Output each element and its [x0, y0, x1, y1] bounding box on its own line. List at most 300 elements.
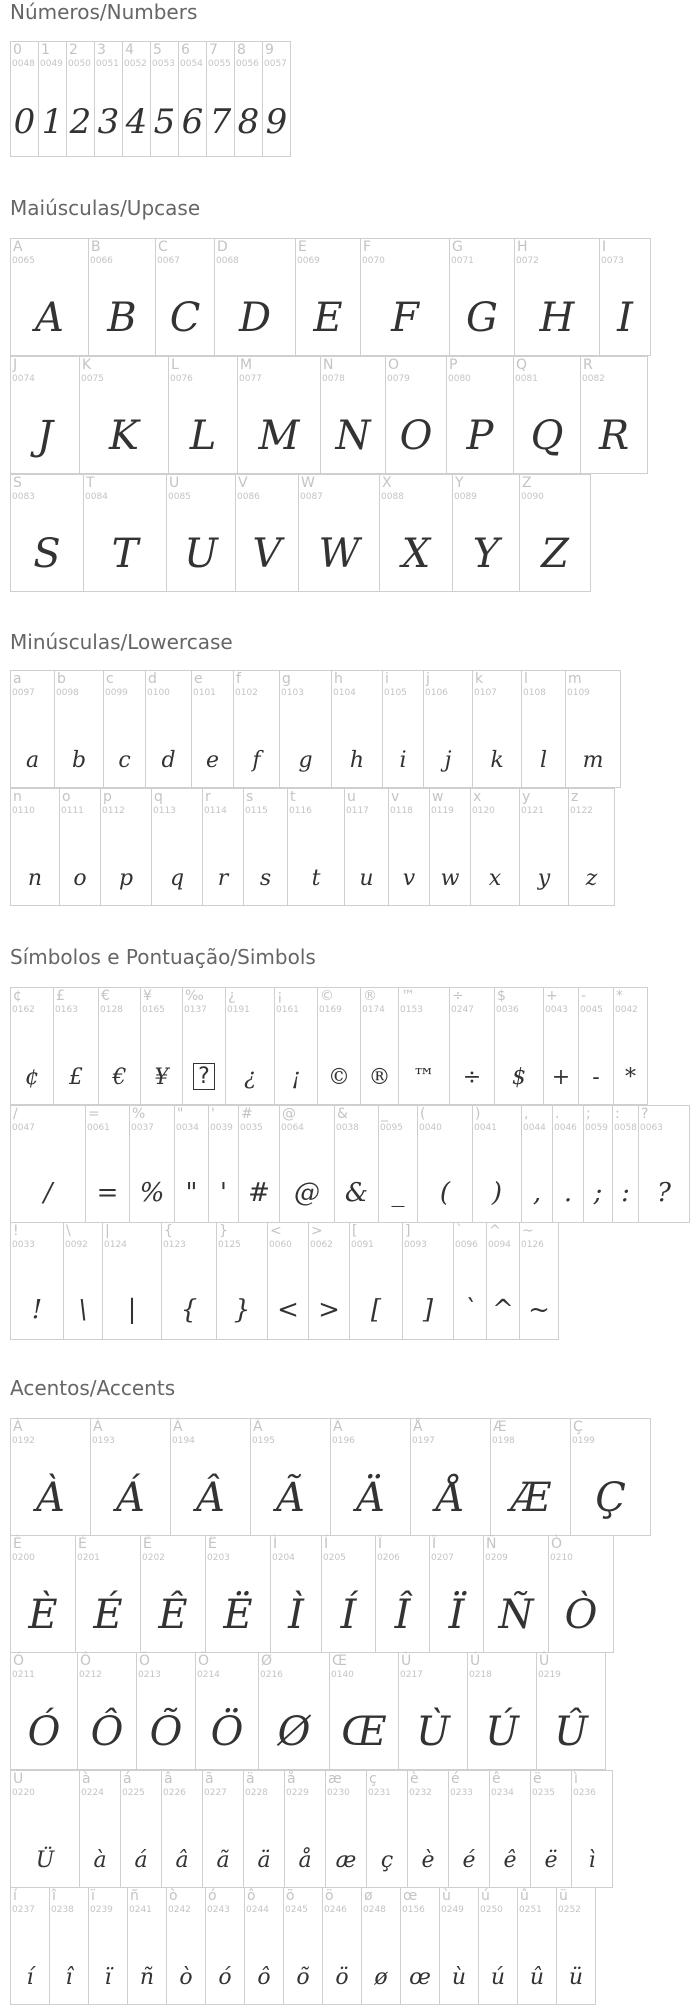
glyph-code-label: 0052: [124, 59, 147, 69]
glyph-character-label: Â: [173, 1419, 183, 1435]
glyph-cell-0035: [238, 1105, 280, 1223]
glyph-code-label: 0225: [122, 1788, 145, 1798]
glyph-character-label: ä: [246, 1771, 255, 1787]
glyph-sample: Z: [541, 531, 569, 577]
glyph-sample: _: [391, 1178, 405, 1208]
glyph-character-label: q: [154, 789, 163, 805]
glyph-sample: q: [169, 866, 185, 891]
glyph-sample: j: [444, 748, 452, 773]
glyph-character-label: s: [246, 789, 254, 805]
glyph-code-label: 0099: [105, 688, 128, 698]
glyph-cell-0211: [10, 1652, 78, 1770]
glyph-code-label: 0073: [601, 256, 624, 266]
glyph-character-label: O: [388, 357, 400, 373]
glyph-code-label: 0074: [12, 374, 35, 384]
glyph-character-label: `: [456, 1223, 463, 1239]
glyph-sample: Ò: [564, 1592, 598, 1638]
glyph-code-label: 0218: [469, 1670, 492, 1680]
glyph-character-label: ^: [489, 1223, 501, 1239]
glyph-sample: G: [466, 295, 498, 341]
glyph-sample: Ì: [288, 1592, 304, 1638]
glyph-character-label: Ø: [261, 1653, 273, 1669]
glyph-cell-0113: [151, 788, 203, 906]
glyph-cell-0070: [360, 238, 450, 356]
glyph-sample: 1: [41, 102, 64, 142]
glyph-character-label: /: [13, 1106, 18, 1122]
glyph-cell-0209: [483, 1535, 549, 1653]
glyph-code-label: 0097: [12, 688, 35, 698]
glyph-code-label: 0174: [362, 1005, 385, 1015]
glyph-code-label: 0236: [573, 1788, 596, 1798]
glyph-character-label: b: [57, 671, 66, 687]
glyph-character-label: 9: [265, 42, 274, 58]
glyph-code-label: 0081: [515, 374, 538, 384]
glyph-character-label: ù: [442, 1888, 451, 1904]
glyph-row: [10, 1770, 613, 1888]
glyph-code-label: 0044: [523, 1123, 546, 1133]
glyph-sample: /: [43, 1178, 53, 1208]
glyph-cell-0128: [98, 987, 141, 1105]
glyph-code-label: 0098: [56, 688, 79, 698]
glyph-sample: [: [370, 1295, 382, 1325]
glyph-code-label: 0118: [390, 806, 413, 816]
glyph-code-label: 0210: [550, 1553, 573, 1563]
glyph-character-label: d: [148, 671, 157, 687]
glyph-cell-0103: [279, 670, 332, 788]
glyph-sample: m: [582, 748, 604, 773]
glyph-sample: ä: [257, 1848, 271, 1873]
glyph-cell-0068: [214, 238, 296, 356]
glyph-character-label: 1: [41, 42, 50, 58]
glyph-sample: z: [585, 866, 598, 891]
glyph-code-label: 0120: [472, 806, 495, 816]
glyph-character-label: ®: [363, 988, 377, 1004]
glyph-character-label: L: [171, 357, 179, 373]
glyph-character-label: z: [571, 789, 579, 805]
glyph-code-label: 0085: [168, 492, 191, 502]
glyph-sample: Î: [394, 1592, 411, 1638]
glyph-character-label: Ì: [273, 1536, 278, 1552]
glyph-character-label: W: [301, 475, 315, 491]
glyph-cell-0082: [580, 356, 648, 474]
glyph-sample: g: [298, 748, 313, 773]
glyph-code-label: 0079: [387, 374, 410, 384]
glyph-code-label: 0230: [327, 1788, 350, 1798]
glyph-character-label: 4: [125, 42, 134, 58]
glyph-sample: l: [539, 748, 548, 773]
glyph-sample: ®: [368, 1065, 391, 1090]
glyph-cell-0218: [467, 1652, 537, 1770]
glyph-sample: Ó: [27, 1709, 61, 1755]
glyph-cell-0245: [283, 1887, 323, 2005]
glyph-cell-0047: [10, 1105, 86, 1223]
glyph-cell-0192: [10, 1418, 91, 1536]
glyph-sample: 2: [69, 102, 92, 142]
glyph-code-label: 0203: [207, 1553, 230, 1563]
glyph-code-label: 0249: [441, 1905, 464, 1915]
glyph-sample: O: [399, 413, 433, 459]
glyph-character-label: Ê: [143, 1536, 152, 1552]
glyph-cell-0104: [331, 670, 383, 788]
glyph-code-label: 0233: [450, 1788, 473, 1798]
glyph-cell-0044: [521, 1105, 553, 1223]
glyph-cell-0040: [417, 1105, 473, 1223]
glyph-character-label: o: [62, 789, 71, 805]
glyph-character-label: &: [337, 1106, 348, 1122]
glyph-cell-0219: [536, 1652, 606, 1770]
glyph-code-label: 0049: [40, 59, 63, 69]
glyph-sample: v: [402, 866, 416, 891]
glyph-sample: B: [107, 295, 137, 341]
glyph-character-label: ¢: [13, 988, 22, 1004]
glyph-character-label: 2: [69, 42, 78, 58]
glyph-cell-0220: [10, 1770, 80, 1888]
glyph-code-label: 0119: [431, 806, 454, 816]
glyph-sample: œ: [409, 1965, 431, 1990]
glyph-code-label: 0069: [297, 256, 320, 266]
glyph-cell-0086: [235, 474, 299, 592]
glyph-sample: è: [421, 1848, 435, 1873]
glyph-sample: :: [621, 1178, 630, 1208]
glyph-sample: À: [36, 1475, 65, 1521]
glyph-sample: |: [127, 1295, 137, 1325]
glyph-row: [10, 987, 648, 1105]
glyph-code-label: 0075: [81, 374, 104, 384]
glyph-sample: \: [78, 1295, 88, 1325]
glyph-character-label: ': [211, 1106, 215, 1122]
glyph-cell-0059: [583, 1105, 613, 1223]
glyph-cell-0036: [494, 987, 544, 1105]
glyph-sample: (: [439, 1178, 451, 1208]
glyph-character-label: ç: [369, 1771, 377, 1787]
glyph-code-label: 0209: [485, 1553, 508, 1563]
glyph-character-label: Ñ: [486, 1536, 497, 1552]
glyph-cell-0043: [543, 987, 579, 1105]
glyph-code-label: 0040: [419, 1123, 442, 1133]
glyph-character-label: 6: [181, 42, 190, 58]
glyph-character-label: }: [219, 1223, 228, 1239]
glyph-row: [10, 474, 591, 592]
glyph-character-label: å: [287, 1771, 296, 1787]
glyph-code-label: 0077: [239, 374, 262, 384]
glyph-code-label: 0126: [521, 1240, 544, 1250]
glyph-cell-0045: [578, 987, 614, 1105]
glyph-character-label: !: [13, 1223, 19, 1239]
glyph-character-label: u: [347, 789, 356, 805]
glyph-code-label: 0056: [236, 59, 259, 69]
glyph-sample: 4: [125, 102, 148, 142]
glyph-character-label: €: [101, 988, 110, 1004]
glyph-sample: Í: [340, 1592, 357, 1638]
glyph-sample: ¢: [25, 1065, 39, 1090]
glyph-cell-0110: [10, 788, 60, 906]
glyph-cell-0066: [88, 238, 156, 356]
glyph-code-label: 0050: [68, 59, 91, 69]
glyph-code-label: 0156: [402, 1905, 425, 1915]
glyph-cell-0163: [53, 987, 99, 1105]
glyph-code-label: 0252: [558, 1905, 581, 1915]
glyph-cell-0107: [472, 670, 522, 788]
glyph-sample: 5: [153, 102, 176, 142]
glyph-sample: å: [298, 1848, 312, 1873]
glyph-cell-0207: [429, 1535, 484, 1653]
glyph-cell-0072: [514, 238, 600, 356]
glyph-cell-0096: [453, 1222, 487, 1340]
glyph-code-label: 0114: [204, 806, 227, 816]
glyph-cell-0212: [77, 1652, 137, 1770]
glyph-cell-0109: [565, 670, 621, 788]
glyph-cell-0226: [161, 1770, 203, 1888]
glyph-character-label: \: [66, 1223, 71, 1239]
glyph-character-label: -: [581, 988, 587, 1004]
glyph-cell-0203: [205, 1535, 271, 1653]
glyph-character-label: y: [522, 789, 531, 805]
glyph-character-label: |: [105, 1223, 110, 1239]
glyph-cell-0061: [85, 1105, 130, 1223]
glyph-sample: Å: [436, 1475, 465, 1521]
glyph-sample: J: [36, 413, 54, 459]
glyph-cell-0073: [599, 238, 651, 356]
glyph-cell-0191: [225, 987, 275, 1105]
glyph-character-label: .: [555, 1106, 560, 1122]
glyph-sample: e: [205, 748, 220, 773]
glyph-code-label: 0078: [322, 374, 345, 384]
glyph-character-label: g: [282, 671, 291, 687]
glyph-character-label: Æ: [493, 1419, 507, 1435]
glyph-sample: ©: [328, 1065, 350, 1090]
glyph-code-label: 0163: [55, 1005, 78, 1015]
glyph-code-label: 0111: [61, 806, 84, 816]
glyph-cell-0037: [129, 1105, 175, 1223]
glyph-sample: ]: [422, 1295, 434, 1325]
glyph-cell-0077: [237, 356, 321, 474]
glyph-sample: $: [512, 1065, 526, 1090]
glyph-code-label: 0204: [272, 1553, 295, 1563]
glyph-sample: ã: [216, 1848, 230, 1873]
glyph-cell-0062: [308, 1222, 350, 1340]
glyph-sample: ': [219, 1178, 228, 1208]
glyph-sample: h: [349, 748, 365, 773]
glyph-character-label: ì: [574, 1771, 578, 1787]
glyph-code-label: 0043: [545, 1005, 568, 1015]
glyph-character-label: Ô: [80, 1653, 92, 1669]
glyph-cell-0169: [317, 987, 361, 1105]
glyph-cell-0238: [49, 1887, 89, 2005]
glyph-code-label: 0239: [90, 1905, 113, 1915]
glyph-code-label: 0093: [404, 1240, 427, 1250]
glyph-sample: E: [313, 295, 343, 341]
glyph-sample: 6: [181, 102, 204, 142]
glyph-cell-0071: [449, 238, 515, 356]
glyph-character-label: X: [382, 475, 392, 491]
glyph-character-label: H: [517, 239, 528, 255]
glyph-row: [10, 238, 651, 356]
glyph-cell-0252: [556, 1887, 596, 2005]
glyph-character-label: ï: [91, 1888, 95, 1904]
glyph-character-label: (: [420, 1106, 426, 1122]
glyph-sample: à: [93, 1848, 107, 1873]
missing-glyph-box-icon: ?: [193, 1063, 215, 1090]
glyph-cell-0051: [94, 41, 123, 157]
glyph-cell-0090: [519, 474, 591, 592]
glyph-cell-0101: [191, 670, 234, 788]
glyph-cell-0247: [449, 987, 495, 1105]
glyph-code-label: 0224: [81, 1788, 104, 1798]
glyph-code-label: 0064: [281, 1123, 304, 1133]
glyph-cell-0118: [388, 788, 430, 906]
glyph-character-label: Å: [413, 1419, 423, 1435]
section-title-mai-sculas-upcase: Maiúsculas/Upcase: [10, 196, 201, 220]
glyph-code-label: 0108: [523, 688, 546, 698]
glyph-cell-0081: [513, 356, 581, 474]
glyph-code-label: 0248: [363, 1905, 386, 1915]
glyph-cell-0125: [216, 1222, 268, 1340]
glyph-sample: ^: [492, 1295, 514, 1325]
glyph-row: [10, 1222, 559, 1340]
glyph-character-label: î: [52, 1888, 56, 1904]
glyph-character-label: Z: [522, 475, 532, 491]
glyph-character-label: x: [473, 789, 482, 805]
glyph-sample: [183, 1063, 225, 1090]
glyph-character-label: A: [13, 239, 23, 255]
glyph-character-label: e: [194, 671, 203, 687]
glyph-row: [10, 1652, 606, 1770]
glyph-code-label: 0048: [12, 59, 35, 69]
glyph-character-label: 8: [237, 42, 246, 58]
glyph-code-label: 0162: [12, 1005, 35, 1015]
glyph-sample: Q: [530, 413, 564, 459]
glyph-code-label: 0110: [12, 806, 35, 816]
glyph-cell-0249: [439, 1887, 479, 2005]
glyph-code-label: 0062: [310, 1240, 333, 1250]
glyph-code-label: 0196: [332, 1436, 355, 1446]
glyph-code-label: 0104: [333, 688, 356, 698]
glyph-sample: W: [318, 531, 360, 577]
glyph-character-label: Û: [539, 1653, 550, 1669]
glyph-code-label: 0106: [425, 688, 448, 698]
glyph-code-label: 0042: [615, 1005, 638, 1015]
glyph-character-label: í: [13, 1888, 17, 1904]
glyph-cell-0038: [334, 1105, 379, 1223]
glyph-code-label: 0205: [323, 1553, 346, 1563]
glyph-sample: s: [259, 866, 272, 891]
glyph-code-label: 0231: [368, 1788, 391, 1798]
glyph-character-label: ?: [641, 1106, 649, 1122]
glyph-code-label: 0213: [138, 1670, 161, 1680]
glyph-sample: €: [112, 1065, 127, 1090]
glyph-character-label: Ë: [208, 1536, 217, 1552]
glyph-code-label: 0047: [12, 1123, 35, 1133]
glyph-cell-0237: [10, 1887, 50, 2005]
glyph-sample: ï: [104, 1965, 112, 1990]
glyph-cell-0122: [568, 788, 615, 906]
glyph-cell-0115: [243, 788, 288, 906]
glyph-sample: Á: [116, 1475, 145, 1521]
glyph-sample: â: [175, 1848, 189, 1873]
glyph-character-label: m: [568, 671, 582, 687]
glyph-cell-0204: [270, 1535, 322, 1653]
glyph-character-label: ÷: [452, 988, 464, 1004]
glyph-sample: î: [65, 1965, 73, 1990]
glyph-character-label: Ú: [470, 1653, 481, 1669]
glyph-sample: 8: [237, 102, 260, 142]
glyph-cell-0064: [279, 1105, 335, 1223]
glyph-cell-0067: [155, 238, 215, 356]
glyph-cell-0233: [448, 1770, 490, 1888]
glyph-sample: 0: [13, 102, 36, 142]
glyph-character-label: C: [158, 239, 168, 255]
glyph-sample: K: [109, 413, 139, 459]
glyph-sample: ñ: [139, 1965, 155, 1990]
glyph-cell-0196: [330, 1418, 411, 1536]
glyph-cell-0121: [519, 788, 569, 906]
glyph-cell-0080: [446, 356, 514, 474]
glyph-cell-0206: [375, 1535, 430, 1653]
glyph-code-label: 0071: [451, 256, 474, 266]
glyph-character-label: ò: [169, 1888, 178, 1904]
glyph-sample: ô: [257, 1965, 271, 1990]
glyph-code-label: 0033: [12, 1240, 35, 1250]
glyph-sample: f: [252, 748, 261, 773]
glyph-character-label: é: [451, 1771, 460, 1787]
glyph-cell-0116: [287, 788, 345, 906]
glyph-character-label: ¥: [143, 988, 152, 1004]
glyph-code-label: 0055: [208, 59, 231, 69]
glyph-cell-0091: [349, 1222, 403, 1340]
glyph-character-label: K: [82, 357, 92, 373]
glyph-character-label: ,: [524, 1106, 529, 1122]
glyph-cell-0069: [295, 238, 361, 356]
glyph-code-label: 0235: [532, 1788, 555, 1798]
glyph-cell-0075: [79, 356, 169, 474]
glyph-sample: ¿: [244, 1065, 256, 1090]
glyph-sample: !: [31, 1295, 43, 1325]
glyph-character-label: U: [169, 475, 180, 491]
glyph-character-label: ‰: [185, 988, 204, 1004]
glyph-code-label: 0191: [227, 1005, 250, 1015]
glyph-sample: Ç: [595, 1475, 626, 1521]
glyph-row: [10, 356, 648, 474]
glyph-cell-0105: [382, 670, 424, 788]
glyph-code-label: 0245: [285, 1905, 308, 1915]
glyph-character-label: Ò: [551, 1536, 563, 1552]
glyph-sample: Ö: [210, 1709, 244, 1755]
glyph-character-label: F: [363, 239, 372, 255]
glyph-character-label: %: [132, 1106, 146, 1122]
glyph-sample: A: [35, 295, 64, 341]
glyph-cell-0094: [486, 1222, 520, 1340]
glyph-sample: Û: [554, 1709, 588, 1755]
glyph-code-label: 0169: [319, 1005, 342, 1015]
glyph-character-label: ú: [481, 1888, 490, 1904]
glyph-code-label: 0220: [12, 1788, 35, 1798]
glyph-character-label: c: [106, 671, 114, 687]
glyph-sample: t: [311, 866, 321, 891]
glyph-code-label: 0082: [582, 374, 605, 384]
glyph-character-label: i: [385, 671, 389, 687]
glyph-sample: ê: [503, 1848, 517, 1873]
glyph-character-label: V: [238, 475, 248, 491]
glyph-cell-0124: [102, 1222, 162, 1340]
glyph-code-label: 0201: [77, 1553, 100, 1563]
glyph-cell-0083: [10, 474, 84, 592]
glyph-character-label: ü: [559, 1888, 568, 1904]
glyph-sample: >: [318, 1295, 340, 1325]
glyph-code-label: 0086: [237, 492, 260, 502]
glyph-character-label: D: [217, 239, 228, 255]
glyph-sample: k: [490, 748, 504, 773]
glyph-code-label: 0053: [152, 59, 175, 69]
